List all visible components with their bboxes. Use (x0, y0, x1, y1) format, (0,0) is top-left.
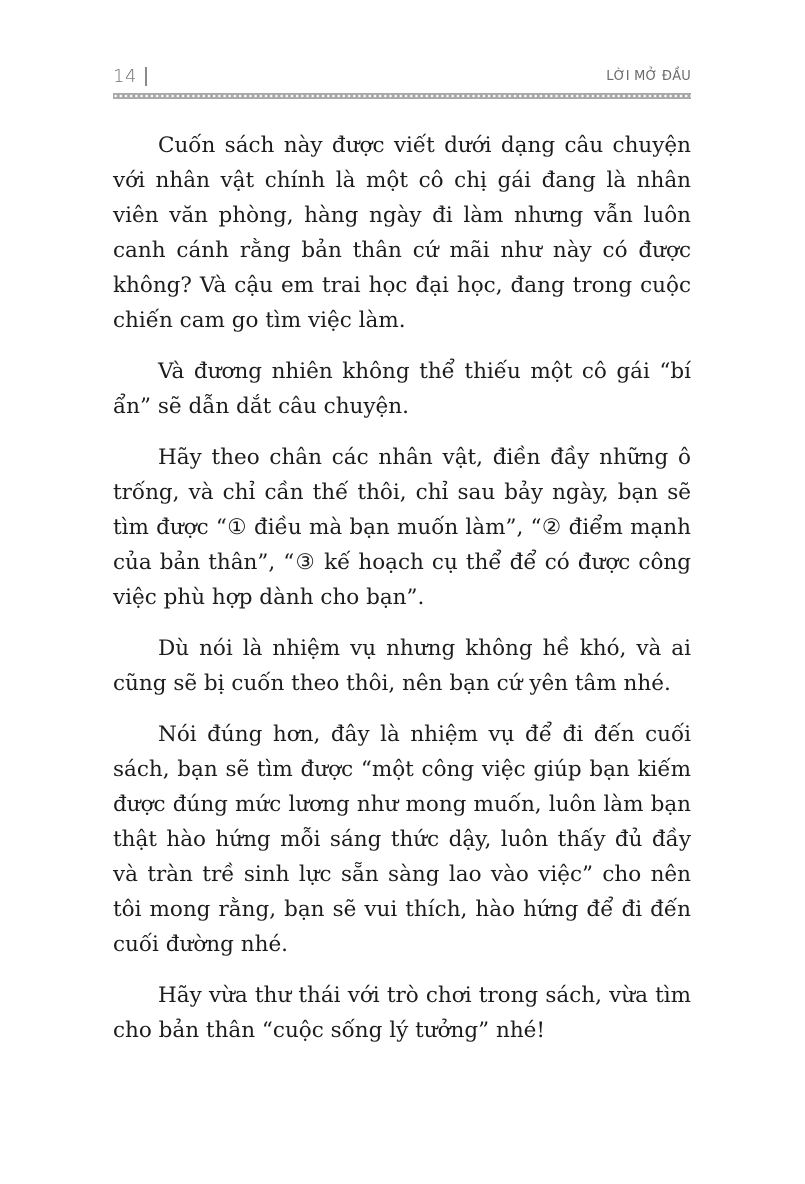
paragraph: Hãy vừa thư thái với trò chơi trong sách, vừa tìm cho bản thân “cuộc sống lý tưởng” nhé! (113, 983, 691, 1043)
page-number: 14 (113, 66, 137, 87)
paragraph: Cuốn sách này được viết dưới dạng câu chuyện với nhân vật chính là một cô chị gái đang là nhân viên văn phòng, hàng ngày đi làm nhưng vẫn luôn canh cánh rằng bản thân cứ mãi như này có được không? Và cậu em trai học đại học, đang trong cuộc chiến cam go tìm việc làm. (113, 133, 691, 333)
header-separator (145, 67, 147, 86)
body-text (113, 128, 691, 1064)
paragraph: Và đương nhiên không thể thiếu một cô gái “bí ẩn” sẽ dẫn dắt câu chuyện. (113, 359, 691, 419)
paragraph: Nói đúng hơn, đây là nhiệm vụ để đi đến cuối sách, bạn sẽ tìm được “một công việc giúp bạn kiếm được đúng mức lương như mong muốn, luôn làm bạn thật hào hứng mỗi sáng thức dậy, luôn thấy đủ đầy và tràn trề sinh lực sẵn sàng lao vào việc” cho nên tôi mong rằng, bạn sẽ vui thích, hào hứng để đi đến cuối đường nhé. (113, 722, 691, 957)
paragraph: Dù nói là nhiệm vụ nhưng không hề khó, và ai cũng sẽ bị cuốn theo thôi, nên bạn cứ yên tâm nhé. (113, 636, 691, 696)
dotted-divider (113, 93, 691, 99)
paragraph: Hãy theo chân các nhân vật, điền đầy những ô trống, và chỉ cần thế thôi, chỉ sau bảy ngày, bạn sẽ tìm được “① điều mà bạn muốn làm”, “② điểm mạnh của bản thân”, “③ kế hoạch cụ thể để có được công việc phù hợp dành cho bạn”. (113, 445, 691, 610)
running-header (113, 66, 691, 90)
chapter-title: LỜI MỞ ĐẦU (606, 69, 691, 84)
